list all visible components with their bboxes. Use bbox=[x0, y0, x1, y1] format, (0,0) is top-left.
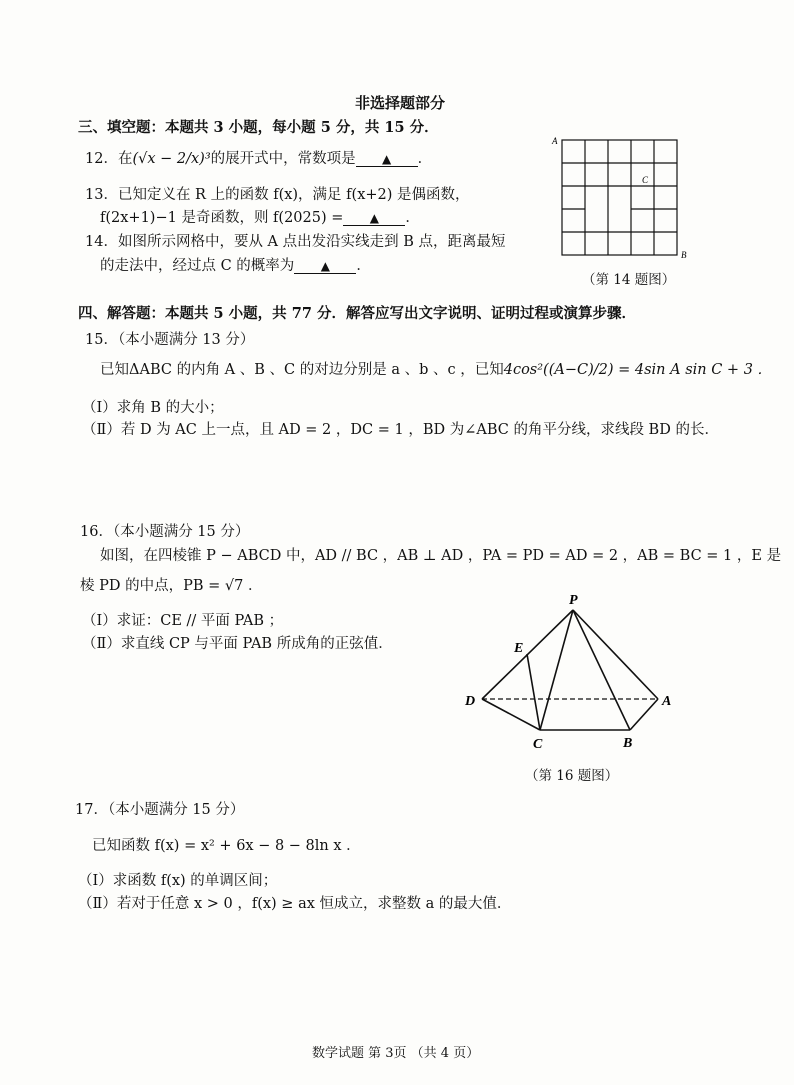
q14-text-line1: 如图所示网格中，要从 A 点出发沿实线走到 B 点，距离最短 bbox=[117, 234, 506, 250]
q13-blank-marker: ▲ bbox=[369, 211, 380, 225]
q15-stem-formula: 4cos²((A−C)/2) = 4sin A sin C + 3 ． bbox=[503, 362, 773, 378]
q15-part2: （Ⅱ）若 D 为 AC 上一点，且 AD = 2 ，DC = 1 ，BD 为∠ABC 的角平分线，求线段 BD 的长． bbox=[82, 422, 719, 438]
edge-dc bbox=[482, 699, 540, 730]
edge-pc bbox=[540, 610, 573, 730]
q13-text-line1: 已知定义在 R 上的函数 f(x)，满足 f(x+2) 是偶函数， bbox=[117, 187, 470, 203]
q15-stem bbox=[100, 358, 772, 379]
q13-text-line2: f(2x+1)−1 是奇函数，则 f(2025) = bbox=[100, 210, 344, 226]
vertex-p-label: P bbox=[569, 593, 578, 608]
point-a-label: A bbox=[552, 136, 558, 146]
q15-stem-text: 已知ΔABC 的内角 A 、B 、C 的对边分别是 a 、b 、c ，已知 bbox=[100, 362, 504, 378]
q13-end: ． bbox=[405, 210, 420, 226]
figure-14-grid bbox=[545, 130, 695, 265]
section-title: 非选择题部分 bbox=[355, 94, 446, 112]
q16-stem-line1: 如图，在四棱锥 P − ABCD 中，AD // BC ，AB ⊥ AD ，PA = PD = AD = 2 ，AB = BC = 1 ，E 是 bbox=[100, 548, 782, 564]
q12-blank-marker: ▲ bbox=[382, 152, 392, 166]
q12-pre: 在 bbox=[117, 151, 133, 167]
q16-part1: （Ⅰ）求证：CE // 平面 PAB ； bbox=[82, 613, 284, 629]
q13-line1 bbox=[85, 183, 470, 204]
vertex-e-label: E bbox=[514, 641, 524, 656]
part4-heading: 四、解答题：本题共 5 小题，共 77 分．解答应写出文字说明、证明过程或演算步骤． bbox=[78, 305, 636, 322]
q12-post: 的展开式中，常数项是 bbox=[210, 151, 356, 167]
q17-header: 17．（本小题满分 15 分） bbox=[75, 802, 245, 818]
figure-16-caption: （第 16 题图） bbox=[525, 768, 619, 784]
figure-14-caption: （第 14 题图） bbox=[582, 272, 676, 288]
q14-answer-blank[interactable] bbox=[294, 259, 356, 274]
q15-part1: （Ⅰ）求角 B 的大小； bbox=[82, 400, 224, 416]
q16-part2: （Ⅱ）求直线 CP 与平面 PAB 所成角的正弦值． bbox=[82, 636, 393, 652]
q17-part1: （Ⅰ）求函数 f(x) 的单调区间； bbox=[78, 873, 278, 889]
q15-header: 15．（本小题满分 13 分） bbox=[85, 332, 255, 348]
q14-number: 14． bbox=[85, 234, 118, 250]
edge-ec bbox=[527, 654, 540, 730]
q16-stem-line2: 棱 PD 的中点，PB = √7 ． bbox=[80, 578, 263, 594]
grid-border bbox=[562, 140, 677, 255]
q13-line2 bbox=[100, 206, 420, 227]
vertex-c-label: C bbox=[533, 737, 543, 752]
question-12 bbox=[85, 147, 432, 168]
page-footer: 数学试题 第 3页 （共 4 页） bbox=[312, 1046, 480, 1061]
vertex-d-label: D bbox=[465, 694, 476, 709]
q12-number: 12． bbox=[85, 151, 118, 167]
point-c-label: C bbox=[642, 175, 649, 185]
q14-line2 bbox=[100, 254, 371, 275]
q13-number: 13． bbox=[85, 187, 118, 203]
figure-16-pyramid bbox=[455, 588, 695, 753]
point-b-label: B bbox=[681, 250, 687, 260]
q14-line1 bbox=[85, 230, 506, 251]
part3-heading: 三、填空题：本题共 3 小题，每小题 5 分，共 15 分． bbox=[78, 119, 439, 136]
q14-blank-marker: ▲ bbox=[320, 259, 330, 273]
q12-end: ． bbox=[417, 151, 433, 167]
q12-answer-blank[interactable] bbox=[356, 152, 418, 167]
q13-answer-blank[interactable] bbox=[343, 211, 405, 226]
edge-ba bbox=[630, 699, 658, 730]
edge-pb bbox=[573, 610, 630, 730]
q17-part2: （Ⅱ）若对于任意 x > 0 ，f(x) ≥ ax 恒成立，求整数 a 的最大值． bbox=[78, 896, 512, 912]
vertex-b-label: B bbox=[623, 736, 633, 751]
q16-header: 16．（本小题满分 15 分） bbox=[80, 524, 250, 540]
q12-expression: (√x − 2/x)³ bbox=[132, 151, 211, 167]
q14-end: ． bbox=[356, 258, 371, 274]
edge-pa bbox=[573, 610, 658, 699]
q14-text-line2: 的走法中，经过点 C 的概率为 bbox=[100, 258, 295, 274]
vertex-a-label: A bbox=[662, 694, 672, 709]
q17-stem: 已知函数 f(x) = x² + 6x − 8 − 8ln x ． bbox=[92, 838, 361, 854]
